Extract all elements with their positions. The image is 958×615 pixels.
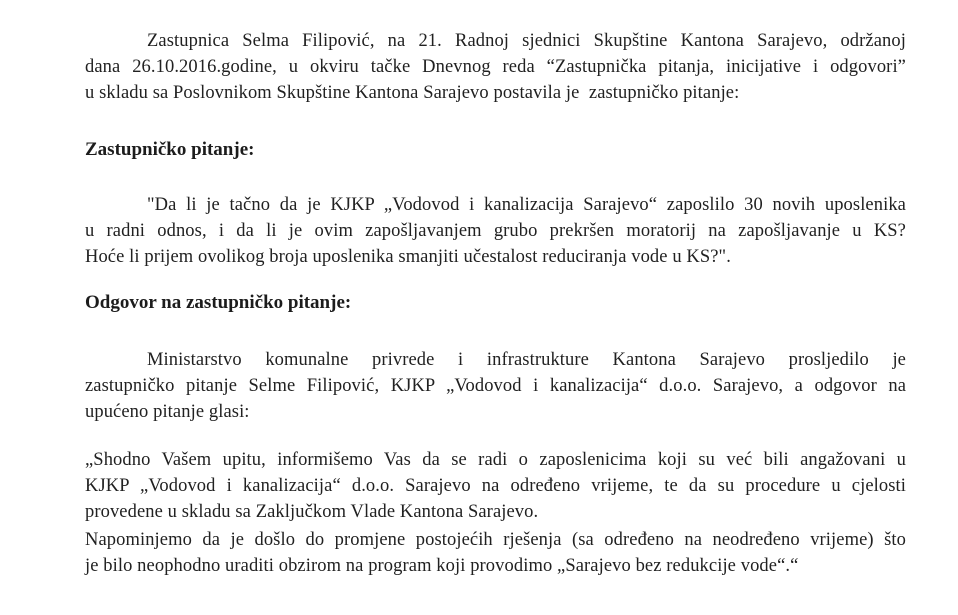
text-line: u radni odnos, i da li je ovim zapošljavanjem grubo prekršen moratorij na zapošljavanje u KS?	[85, 221, 906, 241]
text-line: KJKP „Vodovod i kanalizacija“ d.o.o. Sarajevo na određeno vrijeme, te da su procedure u cjelosti	[85, 476, 906, 496]
text-line: Hoće li prijem ovolikog broja uposlenika smanjiti učestalost reduciranja vode u KS?".	[85, 247, 731, 267]
text-line: Zastupnica Selma Filipović, na 21. Radnoj sjednici Skupštine Kantona Sarajevo, održanoj	[147, 31, 906, 51]
text-line: „Shodno Vašem upitu, informišemo Vas da se radi o zaposlenicima koji su već bili angažovani u	[85, 450, 906, 470]
text-line: zastupničko pitanje Selme Filipović, KJKP „Vodovod i kanalizacija“ d.o.o. Sarajevo, a odgovor na	[85, 376, 906, 396]
text-line: je bilo neophodno uraditi obzirom na program koji provodimo „Sarajevo bez redukcije vode“.“	[85, 556, 799, 576]
intro-paragraph	[85, 28, 906, 106]
forwarding-paragraph	[85, 347, 906, 425]
answer-heading: Odgovor na zastupničko pitanje:	[85, 292, 352, 313]
question-paragraph	[85, 192, 906, 270]
text-line: "Da li je tačno da je KJKP „Vodovod i kanalizacija Sarajevo“ zaposlilo 30 novih uposlenika	[147, 195, 906, 215]
text-line: u skladu sa Poslovnikom Skupštine Kantona Sarajevo postavila je zastupničko pitanje:	[85, 83, 740, 103]
text-line: dana 26.10.2016.godine, u okviru tačke Dnevnog reda “Zastupnička pitanja, inicijative i odgovori”	[85, 57, 906, 77]
question-heading: Zastupničko pitanje:	[85, 139, 255, 160]
answer-first-paragraph	[85, 447, 906, 525]
text-line: Napominjemo da je došlo do promjene postojećih rješenja (sa određeno na neodređeno vrijeme) što	[85, 530, 906, 550]
text-line: Ministarstvo komunalne privrede i infrastrukture Kantona Sarajevo prosljedilo je	[147, 350, 906, 370]
answer-second-paragraph	[85, 527, 906, 579]
text-line: upućeno pitanje glasi:	[85, 402, 250, 422]
text-line: provedene u skladu sa Zaključkom Vlade Kantona Sarajevo.	[85, 502, 539, 522]
